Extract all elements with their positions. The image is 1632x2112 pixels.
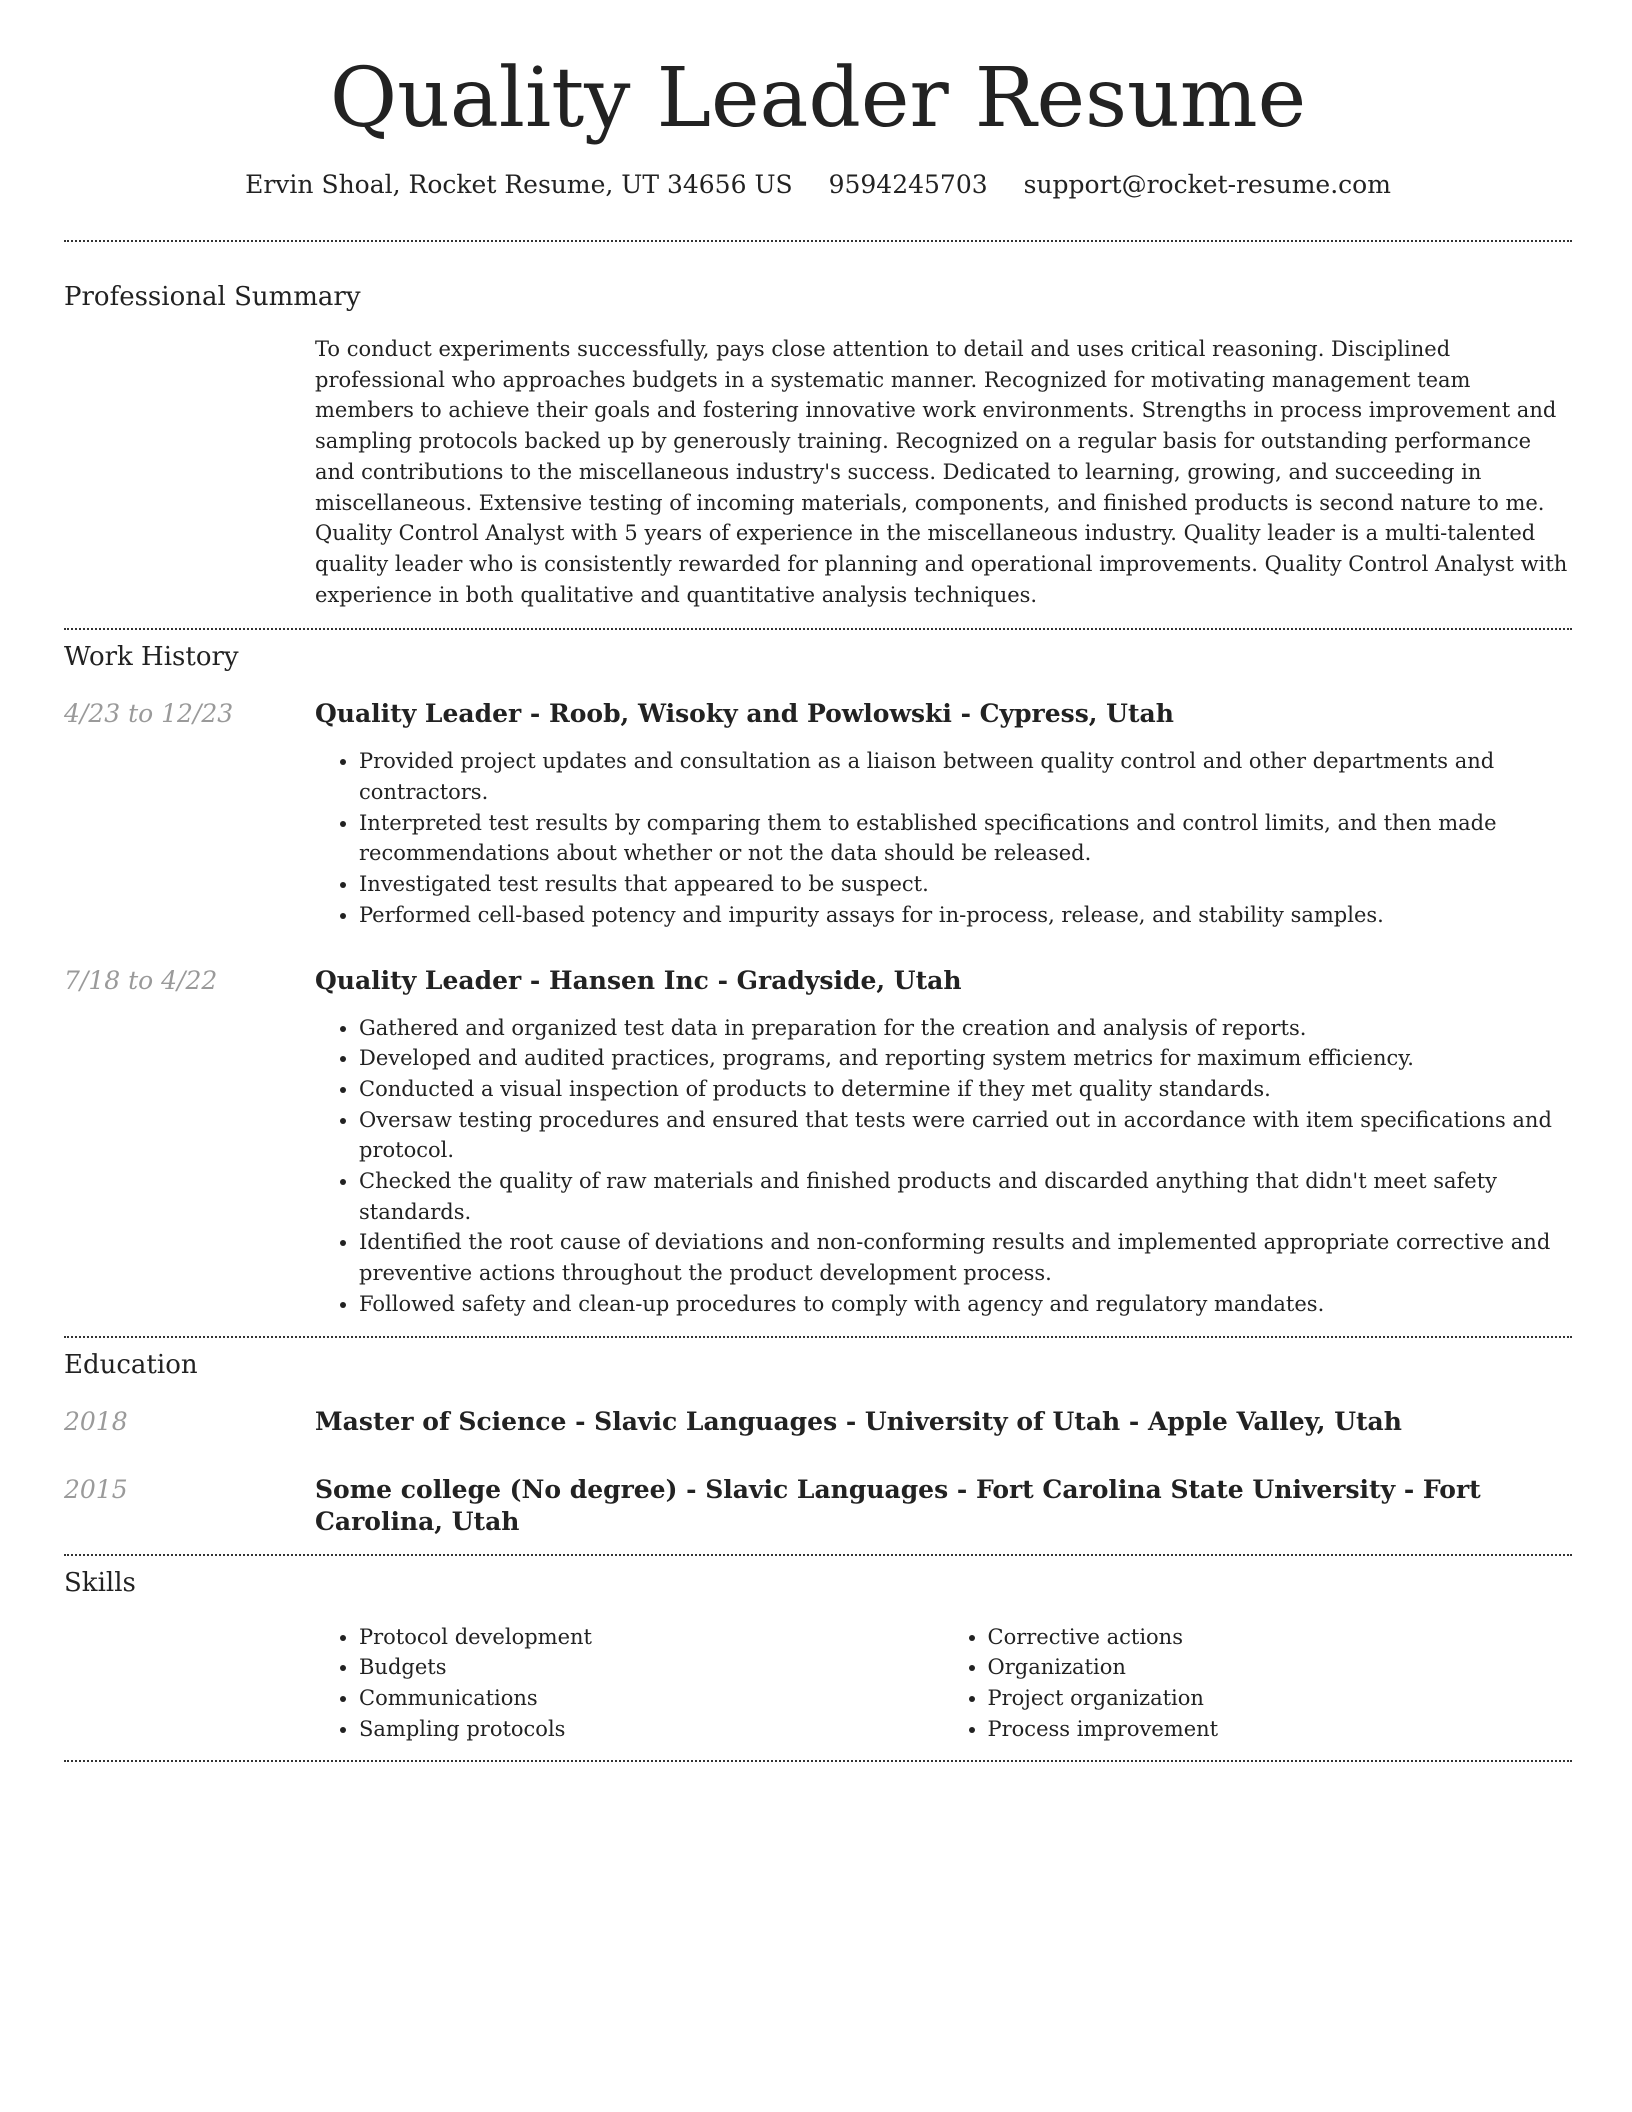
list-item: • Followed safety and clean-up procedures to comply with agency and regulatory mandates. <box>359 1289 1572 1320</box>
skills-list-left <box>315 1622 944 1745</box>
education-entry <box>64 1406 1572 1438</box>
list-item: • Interpreted test results by comparing them to established specifications and control limits, and then made recommendations about whether or not the data should be released. <box>359 808 1572 869</box>
summary-heading: Professional Summary <box>64 282 361 312</box>
education-section <box>64 1338 1572 1538</box>
summary-section <box>64 242 1572 610</box>
resume-title: Quality Leader Resume <box>329 51 1307 146</box>
list-item: • Organization <box>988 1652 1573 1683</box>
job-dates: 7/18 to 4/22 <box>64 965 218 995</box>
education-title: Some college (No degree) - Slavic Languages - Fort Carolina State University - Fort Carolina, Utah <box>315 1474 1481 1536</box>
list-item: • Conducted a visual inspection of products to determine if they met quality standards. <box>359 1074 1572 1105</box>
list-item: • Communications <box>359 1683 944 1714</box>
contact-address: Ervin Shoal, Rocket Resume, UT 34656 US <box>245 170 793 199</box>
job-title: Quality Leader - Roob, Wisoky and Powlowski - Cypress, Utah <box>315 699 1174 729</box>
list-item: • Checked the quality of raw materials and finished products and discarded anything that didn't meet safety standards. <box>359 1166 1572 1227</box>
contact-line <box>64 170 1572 200</box>
list-item: • Corrective actions <box>988 1622 1573 1653</box>
skills-heading: Skills <box>64 1567 136 1598</box>
job-dates: 4/23 to 12/23 <box>64 699 234 729</box>
skills-list-right <box>944 1622 1573 1745</box>
job-entry <box>64 965 1572 1320</box>
education-year: 2018 <box>64 1406 128 1436</box>
education-title: Master of Science - Slavic Languages - University of Utah - Apple Valley, Utah <box>315 1406 1402 1436</box>
divider <box>64 1760 1572 1762</box>
list-item: • Project organization <box>988 1683 1573 1714</box>
list-item: • Developed and audited practices, programs, and reporting system metrics for maximum efficiency. <box>359 1043 1572 1074</box>
list-item: • Performed cell-based potency and impurity assays for in-process, release, and stability samples. <box>359 900 1572 931</box>
education-entry <box>64 1474 1572 1538</box>
list-item: • Oversaw testing procedures and ensured that tests were carried out in accordance with item specifications and protocol. <box>359 1105 1572 1166</box>
summary-text: To conduct experiments successfully, pays close attention to detail and uses critical reasoning. Disciplined professional who approaches budgets in a systematic manner. Recognized for motivating management team members to achieve their goals and fostering innovative work environments. Strengths in process improvement and sampling protocols backed up by generously training. Recognized on a regular basis for outstanding performance and contributions to the miscellaneous industry's success. Dedicated to learning, growing, and succeeding in miscellaneous. Extensive testing of incoming materials, components, and finished products is second nature to me. Quality Control Analyst with 5 years of experience in the miscellaneous industry. Quality leader is a multi-talented quality leader who is consistently rewarded for planning and operational improvements. Quality Control Analyst with experience in both qualitative and quantitative analysis techniques. <box>315 337 1568 607</box>
contact-email: support@rocket-resume.com <box>1023 170 1391 199</box>
contact-phone: 9594245703 <box>828 170 988 199</box>
list-item: • Provided project updates and consultation as a liaison between quality control and other departments and contractors. <box>359 746 1572 807</box>
education-heading: Education <box>64 1349 198 1380</box>
education-year: 2015 <box>64 1474 128 1504</box>
work-section <box>64 630 1572 1319</box>
skills-section <box>64 1556 1572 1745</box>
list-item: • Gathered and organized test data in preparation for the creation and analysis of reports. <box>359 1013 1572 1044</box>
job-title: Quality Leader - Hansen Inc - Gradyside, Utah <box>315 965 962 995</box>
job-entry <box>64 698 1572 930</box>
list-item: • Process improvement <box>988 1714 1573 1745</box>
list-item: • Protocol development <box>359 1622 944 1653</box>
list-item: • Investigated test results that appeared to be suspect. <box>359 869 1572 900</box>
resume-page <box>64 0 1572 1762</box>
list-item: • Budgets <box>359 1652 944 1683</box>
list-item: • Sampling protocols <box>359 1714 944 1745</box>
list-item: • Identified the root cause of deviations and non-conforming results and implemented appropriate corrective and preventive actions throughout the product development process. <box>359 1227 1572 1288</box>
job-bullets <box>315 746 1572 930</box>
work-heading: Work History <box>64 642 239 673</box>
job-bullets <box>315 1013 1572 1320</box>
